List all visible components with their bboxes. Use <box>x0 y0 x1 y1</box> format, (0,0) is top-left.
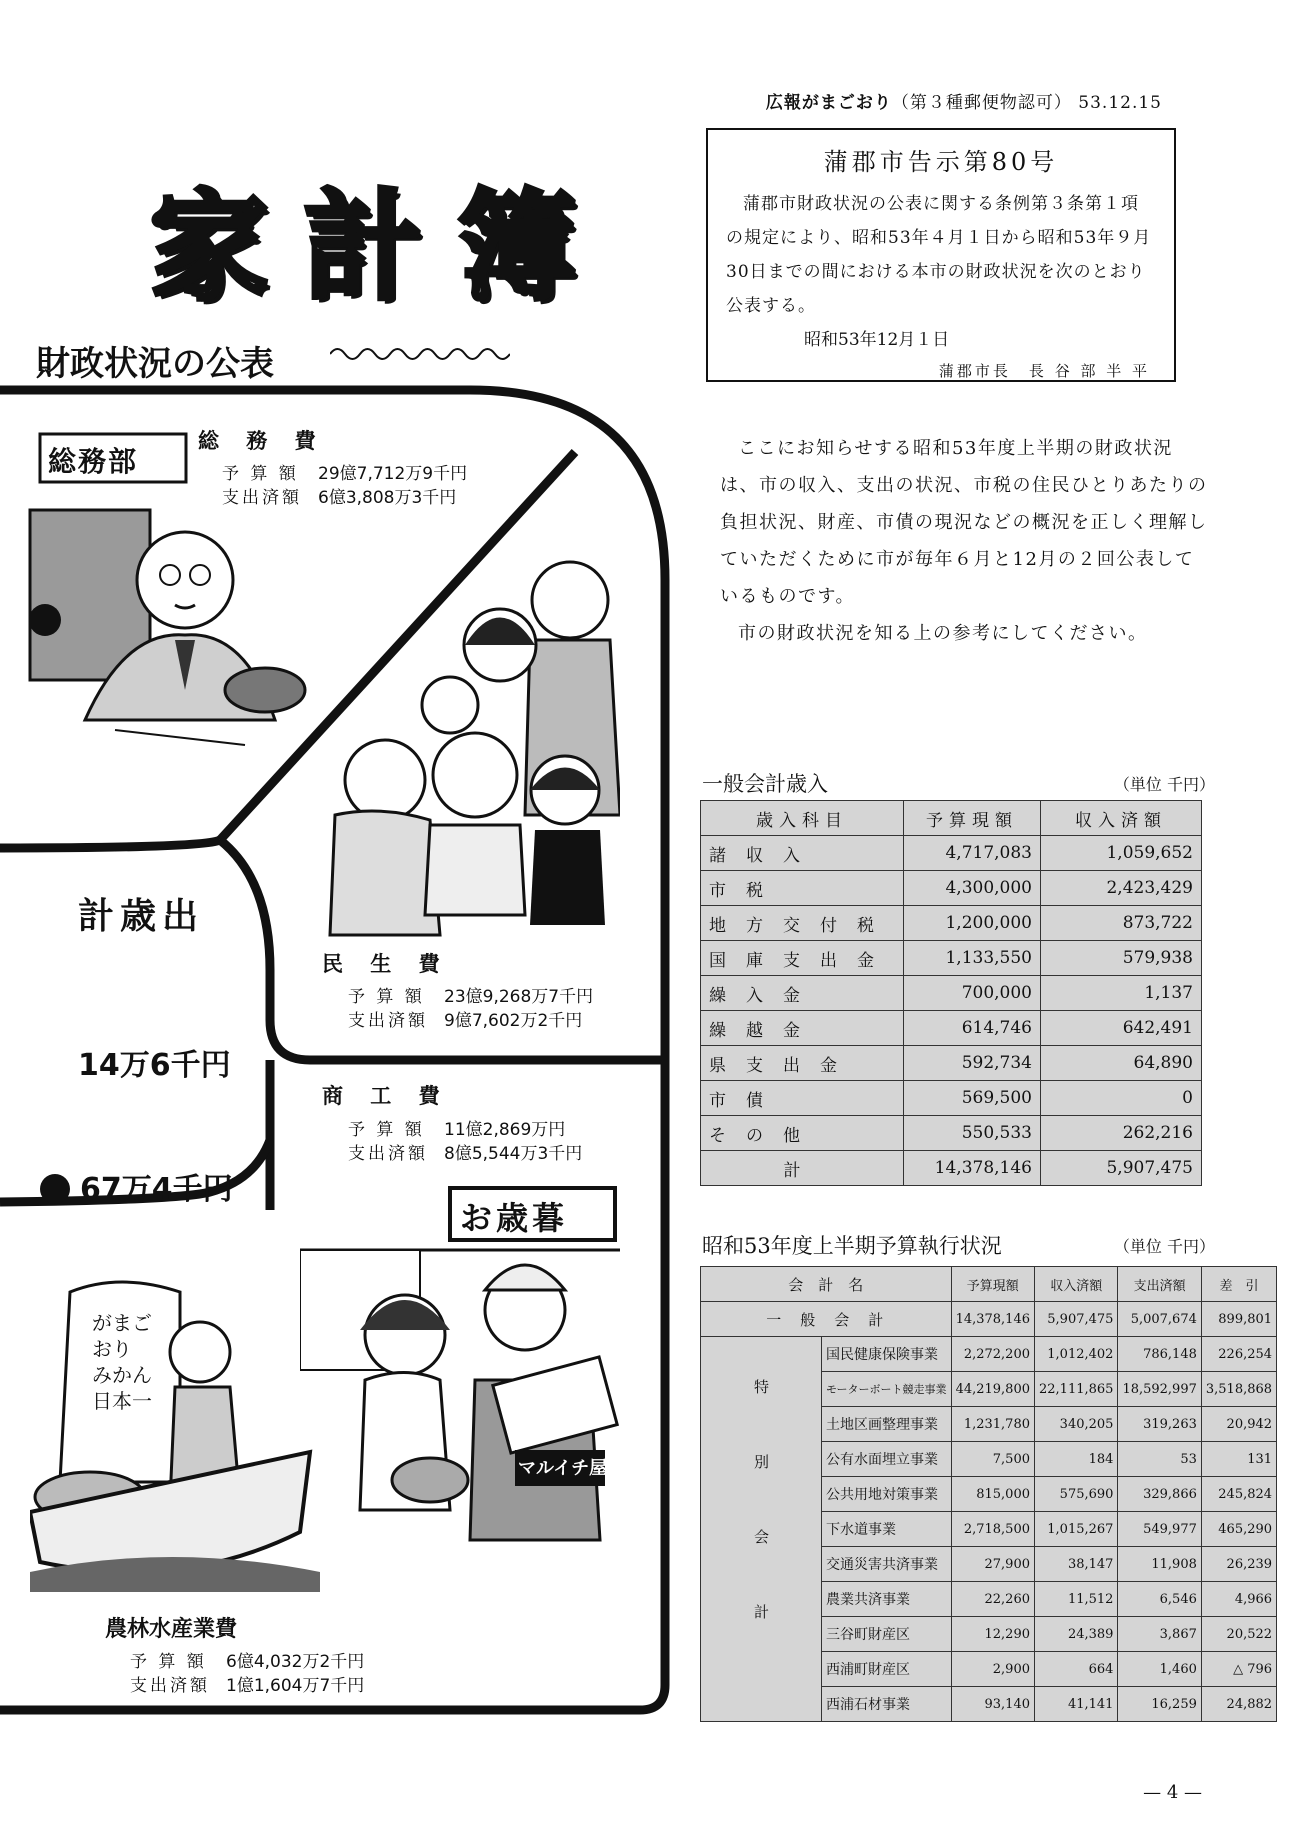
revenue-cell: 262,216 <box>1041 1116 1202 1151</box>
header-cell: 予算現額 <box>904 801 1041 836</box>
budget-label: 予 算 額 <box>222 464 299 484</box>
shop-sign-text: お歳暮 <box>460 1199 569 1237</box>
table-row <box>701 941 1202 976</box>
boat-illustration <box>30 1272 320 1592</box>
somu-title: 総 務 費 <box>198 429 326 453</box>
revenue-item: 諸収入 <box>701 836 904 871</box>
revenue-cell: 5,907,475 <box>1041 1151 1202 1186</box>
revenue-cell: 38,147 <box>1035 1547 1118 1582</box>
budget-cell: 2,718,500 <box>951 1512 1034 1547</box>
norin-budget: 6億4,032万2千円 <box>226 1652 365 1672</box>
balance-cell: 26,239 <box>1201 1547 1276 1582</box>
budget-cell: 592,734 <box>904 1046 1041 1081</box>
revenue-cell: 184 <box>1035 1442 1118 1477</box>
shoko-budget: 11億2,869万円 <box>444 1120 566 1140</box>
budget-cell: 22,260 <box>951 1582 1034 1617</box>
spent-cell: 549,977 <box>1118 1512 1201 1547</box>
sail-text: がまごおり みかん 日本一 <box>92 1311 152 1413</box>
revenue-cell: 1,015,267 <box>1035 1512 1118 1547</box>
spent-cell: 11,908 <box>1118 1547 1201 1582</box>
revenue-cell: 664 <box>1035 1652 1118 1687</box>
table-row <box>701 1011 1202 1046</box>
revenue-item: 繰越金 <box>701 1011 904 1046</box>
revenue-unit: （単位 千円） <box>1113 775 1215 794</box>
budget-cell: 700,000 <box>904 976 1041 1011</box>
total-title: 計歳出 <box>78 896 205 937</box>
budget-label: 予 算 額 <box>348 1120 425 1140</box>
budget-cell: 14,378,146 <box>904 1151 1041 1186</box>
budget-label: 予 算 額 <box>130 1652 207 1672</box>
intro-paragraph-1: ここにお知らせする昭和53年度上半期の財政状況は、市の収入、支出の状況、市税の住民ひとりあたりの負担状況、財産、市債の現況などの概況を正しく理解していただくために市が毎年６月と12月の２回公表しているものです。 <box>720 438 1208 607</box>
revenue-cell: 11,512 <box>1035 1582 1118 1617</box>
norin-amounts <box>130 1650 364 1698</box>
budget-cell: 93,140 <box>951 1687 1034 1722</box>
budget-cell: 815,000 <box>951 1477 1034 1512</box>
header-cell: 歳入科目 <box>701 801 904 836</box>
budget-cell: 1,133,550 <box>904 941 1041 976</box>
table-row <box>701 1116 1202 1151</box>
revenue-cell: 340,205 <box>1035 1407 1118 1442</box>
revenue-cell: 873,722 <box>1041 906 1202 941</box>
account-name: 交通災害共済事業 <box>822 1547 952 1582</box>
table-row <box>701 871 1202 906</box>
account-name: 西浦町財産区 <box>822 1652 952 1687</box>
page-title: 家計簿 <box>150 178 613 316</box>
revenue-item: 市税 <box>701 871 904 906</box>
execution-table <box>700 1266 1277 1722</box>
revenue-cell: 64,890 <box>1041 1046 1202 1081</box>
spent-cell: 786,148 <box>1118 1337 1201 1372</box>
spent-cell: 18,592,997 <box>1118 1372 1201 1407</box>
minsei-title: 民 生 費 <box>322 952 450 976</box>
header-cell: 差 引 <box>1201 1267 1276 1302</box>
spent-cell: 5,007,674 <box>1118 1302 1201 1337</box>
budget-cell: 2,900 <box>951 1652 1034 1687</box>
revenue-cell: 22,111,865 <box>1035 1372 1118 1407</box>
account-name: 下水道事業 <box>822 1512 952 1547</box>
budget-cell: 1,200,000 <box>904 906 1041 941</box>
budget-cell: 4,300,000 <box>904 871 1041 906</box>
intro-text <box>720 430 1210 652</box>
publication-name: 広報がまごおり <box>765 93 892 113</box>
balance-cell: 24,882 <box>1201 1687 1276 1722</box>
budget-cell: 4,717,083 <box>904 836 1041 871</box>
spent-cell: 3,867 <box>1118 1617 1201 1652</box>
total-line-1: 14万6千円 <box>78 1048 231 1083</box>
minsei-budget: 23億9,268万7千円 <box>444 987 594 1007</box>
minsei-spent: 9億7,602万2千円 <box>444 1011 583 1031</box>
revenue-item: 市債 <box>701 1081 904 1116</box>
table-row <box>701 1337 1277 1372</box>
spent-cell: 319,263 <box>1118 1407 1201 1442</box>
somu-budget: 29億7,712万9千円 <box>318 464 468 484</box>
revenue-cell: 5,907,475 <box>1035 1302 1118 1337</box>
total-line-2: 67万4千円 <box>80 1172 233 1207</box>
page-subtitle: 財政状況の公表 <box>36 344 274 384</box>
issue-date: 53.12.15 <box>1078 93 1162 113</box>
account-name: 一 般 会 計 <box>701 1302 952 1337</box>
execution-unit: （単位 千円） <box>1113 1237 1215 1256</box>
account-name: 国民健康保険事業 <box>822 1337 952 1372</box>
revenue-cell: 575,690 <box>1035 1477 1118 1512</box>
revenue-item: 国庫支出金 <box>701 941 904 976</box>
somu-sign-text: 総務部 <box>48 445 139 478</box>
budget-cell: 569,500 <box>904 1081 1041 1116</box>
norin-spent: 1億1,604万7千円 <box>226 1676 365 1696</box>
spent-cell: 53 <box>1118 1442 1201 1477</box>
budget-cell: 12,290 <box>951 1617 1034 1652</box>
revenue-cell: 2,423,429 <box>1041 871 1202 906</box>
budget-label: 予 算 額 <box>348 987 425 1007</box>
account-name: 三谷町財産区 <box>822 1617 952 1652</box>
balance-cell: 20,522 <box>1201 1617 1276 1652</box>
revenue-item: 繰入金 <box>701 976 904 1011</box>
table-row <box>701 976 1202 1011</box>
budget-cell: 614,746 <box>904 1011 1041 1046</box>
budget-cell: 550,533 <box>904 1116 1041 1151</box>
table-header-row <box>701 1267 1277 1302</box>
norin-title: 農林水産業費 <box>105 1617 238 1642</box>
header-cell: 会 計 名 <box>701 1267 952 1302</box>
account-name: 農業共済事業 <box>822 1582 952 1617</box>
spent-cell: 6,546 <box>1118 1582 1201 1617</box>
spent-cell: 1,460 <box>1118 1652 1201 1687</box>
spent-label: 支出済額 <box>348 1011 428 1031</box>
table-row <box>701 1151 1202 1186</box>
spent-cell: 16,259 <box>1118 1687 1201 1722</box>
shoko-title: 商 工 費 <box>322 1084 450 1108</box>
table-row <box>701 1302 1277 1337</box>
budget-cell: 1,231,780 <box>951 1407 1034 1442</box>
balance-cell: 20,942 <box>1201 1407 1276 1442</box>
revenue-cell: 1,059,652 <box>1041 836 1202 871</box>
page-number: — 4 — <box>1143 1782 1202 1803</box>
account-name: モーターボート競走事業 <box>822 1372 952 1407</box>
revenue-item: その他 <box>701 1116 904 1151</box>
wave-ornament <box>330 344 510 364</box>
bullet-dot-icon <box>38 1172 72 1206</box>
budget-cell: 27,900 <box>951 1547 1034 1582</box>
revenue-cell: 579,938 <box>1041 941 1202 976</box>
balance-cell: 226,254 <box>1201 1337 1276 1372</box>
revenue-item: 計 <box>701 1151 904 1186</box>
table-row <box>701 906 1202 941</box>
revenue-table-title: 一般会計歳入 <box>702 772 828 796</box>
revenue-cell: 1,012,402 <box>1035 1337 1118 1372</box>
office-worker-illustration <box>25 500 325 750</box>
revenue-cell: 0 <box>1041 1081 1202 1116</box>
execution-table-title: 昭和53年度上半期予算執行状況 <box>702 1234 1002 1258</box>
budget-cell: 14,378,146 <box>951 1302 1034 1337</box>
shop-name-text: マルイチ屋 <box>518 1458 608 1479</box>
budget-cell: 44,219,800 <box>951 1372 1034 1407</box>
revenue-item: 県支出金 <box>701 1046 904 1081</box>
special-account-label: 特別会計 <box>701 1337 822 1722</box>
balance-cell: 131 <box>1201 1442 1276 1477</box>
table-row <box>701 1046 1202 1081</box>
balance-cell: △ 796 <box>1201 1652 1276 1687</box>
account-name: 公有水面埋立事業 <box>822 1442 952 1477</box>
spent-label: 支出済額 <box>130 1676 210 1696</box>
public-notice-box <box>706 128 1176 382</box>
budget-cell: 7,500 <box>951 1442 1034 1477</box>
spent-label: 支出済額 <box>222 488 302 508</box>
account-name: 公共用地対策事業 <box>822 1477 952 1512</box>
header-cell: 収入済額 <box>1035 1267 1118 1302</box>
shoko-amounts <box>348 1118 582 1166</box>
publication-header <box>766 88 1162 113</box>
account-name: 西浦石材事業 <box>822 1687 952 1722</box>
balance-cell: 899,801 <box>1201 1302 1276 1337</box>
balance-cell: 4,966 <box>1201 1582 1276 1617</box>
spent-cell: 329,866 <box>1118 1477 1201 1512</box>
revenue-cell: 1,137 <box>1041 976 1202 1011</box>
somu-spent: 6億3,808万3千円 <box>318 488 457 508</box>
notice-date: 昭和53年12月１日 <box>804 330 950 350</box>
spent-label: 支出済額 <box>348 1144 428 1164</box>
shoko-spent: 8億5,544万3千円 <box>444 1144 583 1164</box>
budget-cell: 2,272,200 <box>951 1337 1034 1372</box>
header-cell: 収入済額 <box>1041 801 1202 836</box>
table-row <box>701 836 1202 871</box>
revenue-cell: 24,389 <box>1035 1617 1118 1652</box>
revenue-item: 地方交付税 <box>701 906 904 941</box>
notice-title: 蒲郡市告示第80号 <box>823 148 1059 176</box>
header-cell: 予算現額 <box>951 1267 1034 1302</box>
header-cell: 支出済額 <box>1118 1267 1201 1302</box>
notice-body: 蒲郡市財政状況の公表に関する条例第３条第１項の規定により、昭和53年４月１日から昭和53年９月30日までの間における本市の財政状況を次のとおり公表する。 <box>726 194 1152 316</box>
balance-cell: 3,518,868 <box>1201 1372 1276 1407</box>
family-illustration <box>320 555 620 945</box>
permit-text: （第３種郵便物認可） <box>891 93 1072 113</box>
table-header-row <box>701 801 1202 836</box>
intro-paragraph-2: 市の財政状況を知る上の参考にしてください。 <box>738 623 1148 644</box>
account-name: 土地区画整理事業 <box>822 1407 952 1442</box>
notice-signature: 蒲郡市長 長 谷 部 半 平 <box>938 362 1150 380</box>
revenue-cell: 41,141 <box>1035 1687 1118 1722</box>
table-row <box>701 1081 1202 1116</box>
balance-cell: 465,290 <box>1201 1512 1276 1547</box>
revenue-cell: 642,491 <box>1041 1011 1202 1046</box>
minsei-amounts <box>348 985 593 1033</box>
balance-cell: 245,824 <box>1201 1477 1276 1512</box>
revenue-table <box>700 800 1202 1186</box>
